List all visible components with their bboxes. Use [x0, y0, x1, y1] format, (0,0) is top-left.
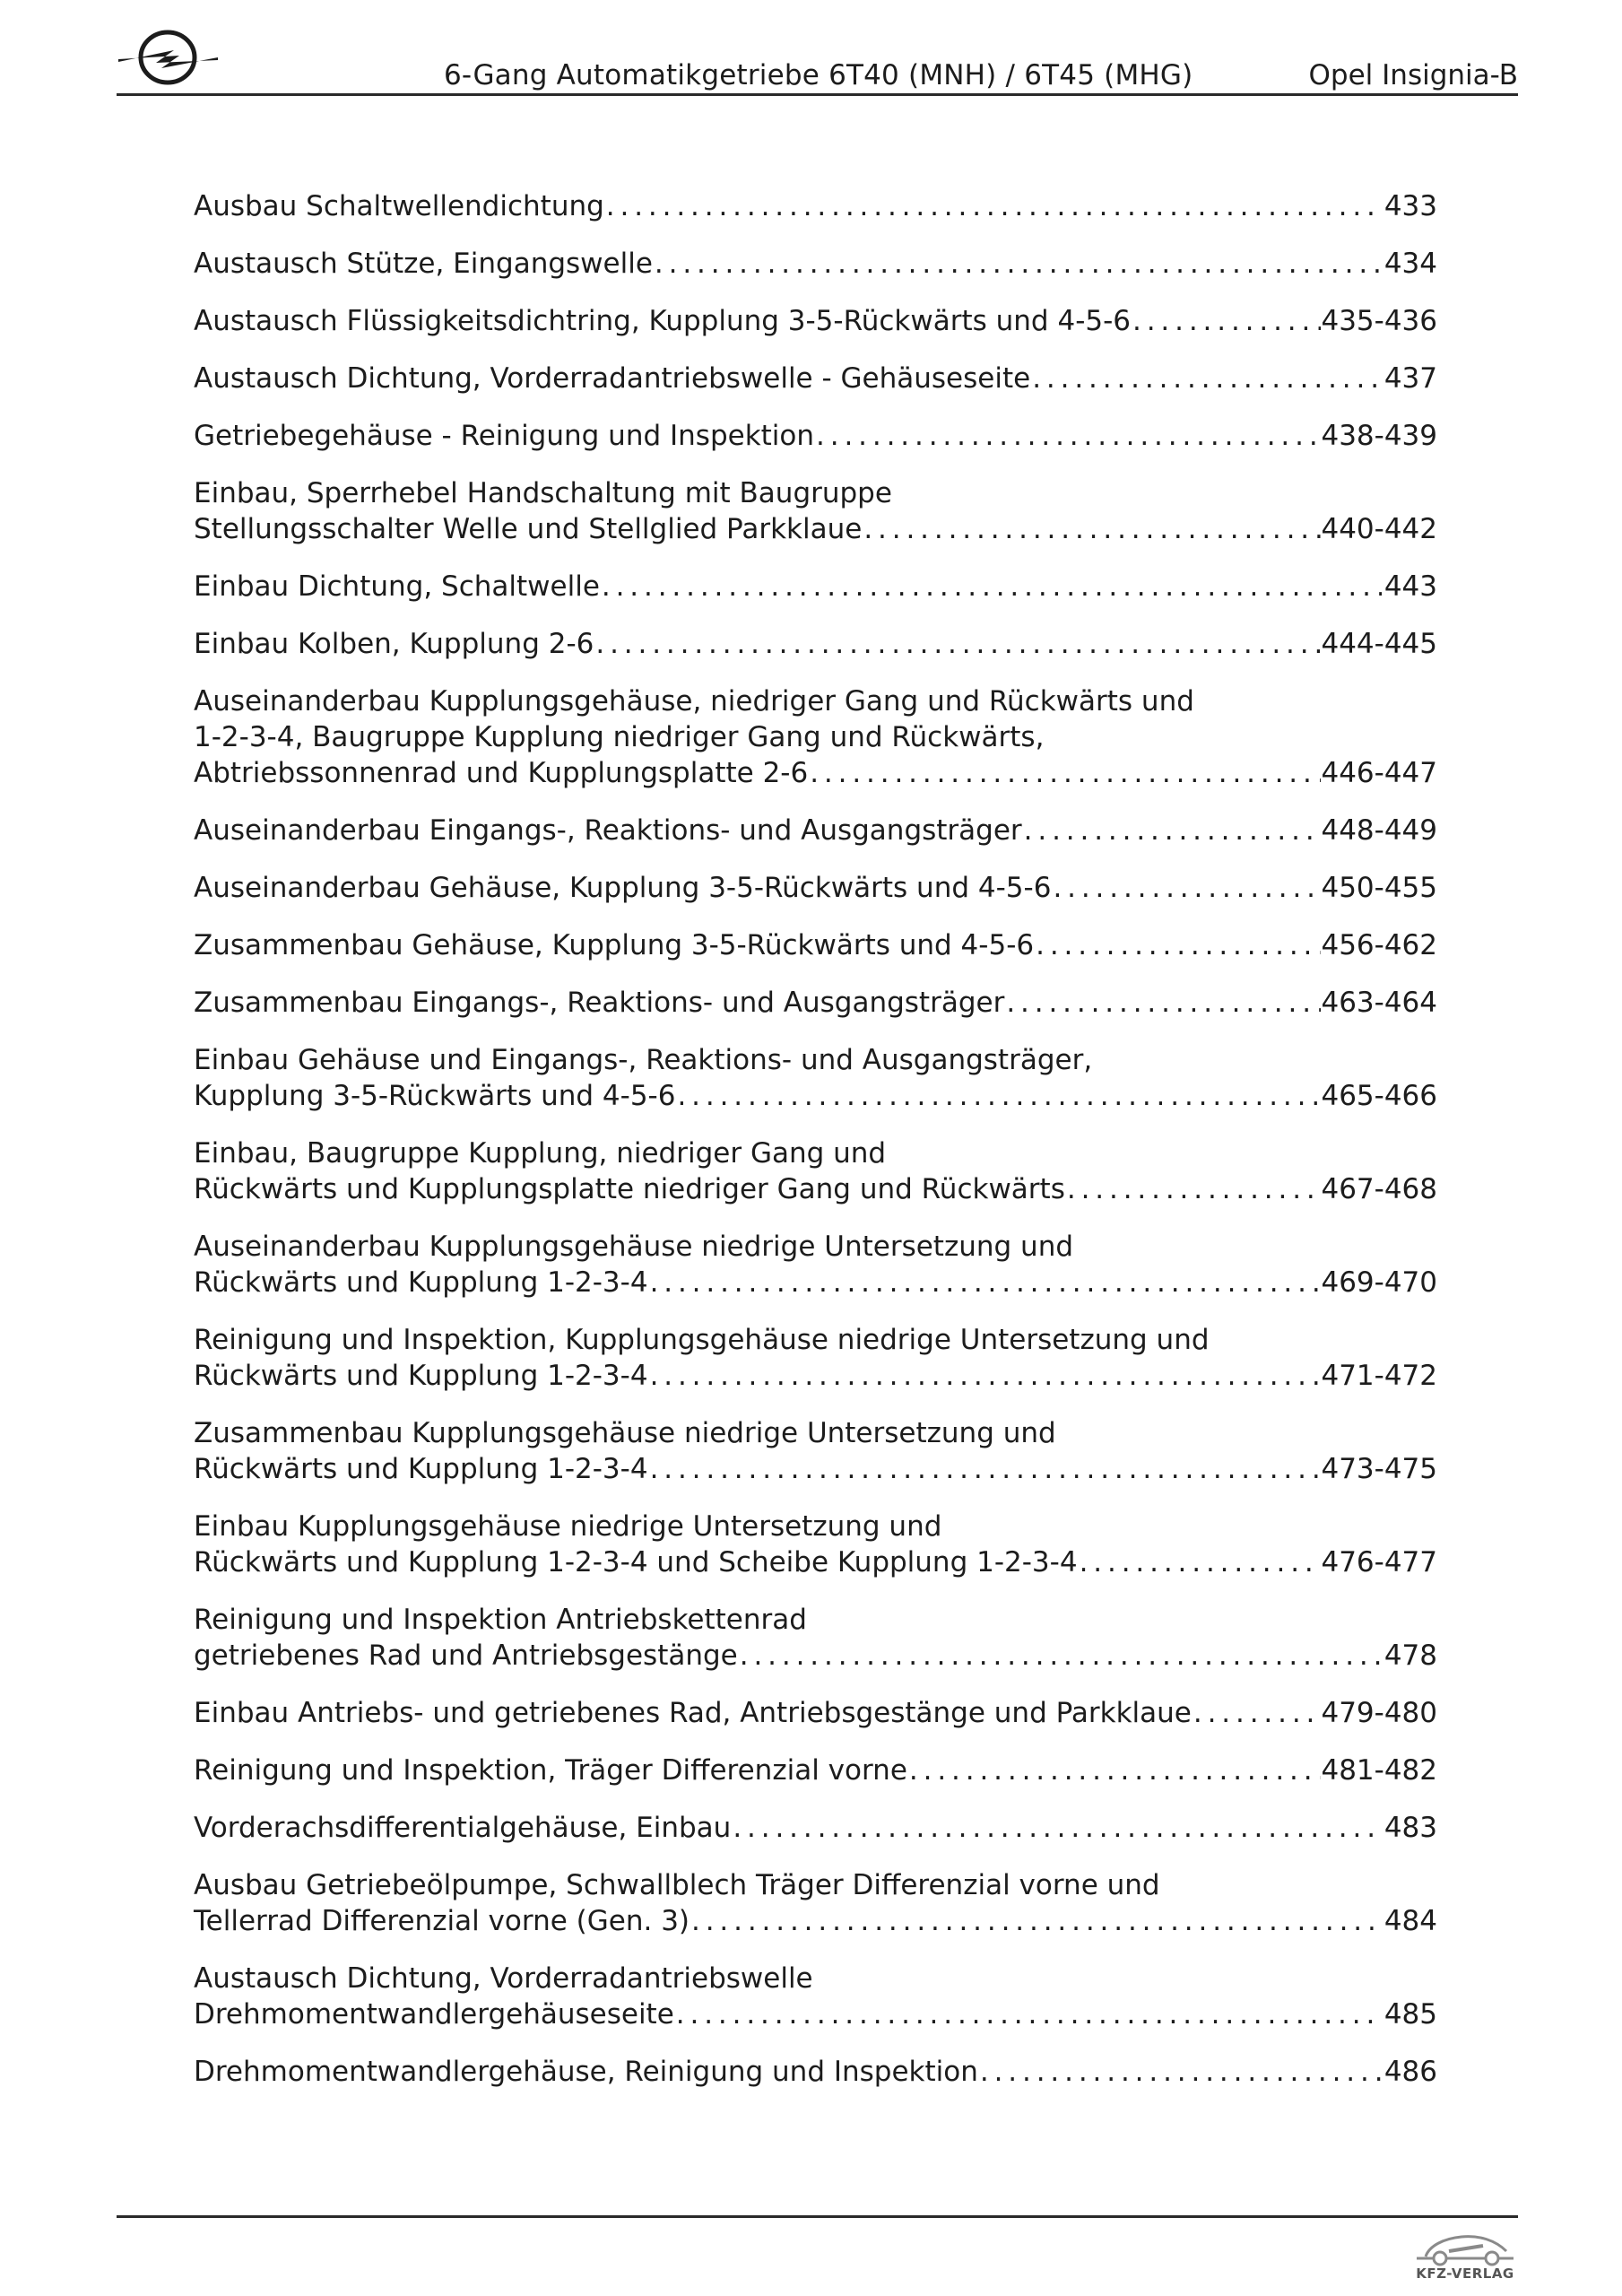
toc-dot-leader: [604, 188, 1382, 224]
toc-entry-title: Auseinanderbau Eingangs-, Reaktions- und Ausgangsträger: [194, 814, 1022, 847]
toc-page-number: 467-468: [1321, 1173, 1437, 1205]
toc-entry[interactable]: [194, 927, 1437, 963]
opel-logo-icon: [117, 25, 220, 90]
toc-entry[interactable]: [194, 1867, 1437, 1939]
toc-dot-leader: [907, 1752, 1322, 1788]
toc-entry-title: Zusammenbau Eingangs-, Reaktions- und Ausgangsträger: [194, 987, 1005, 1019]
toc-entry[interactable]: [194, 813, 1437, 848]
toc-page-number: 450-455: [1321, 872, 1437, 904]
toc-entry-title: Vorderachsdifferentialgehäuse, Einbau: [194, 1812, 732, 1844]
toc-entry-title: getriebenes Rad und Antriebsgestänge: [194, 1639, 738, 1672]
toc-dot-leader: [1022, 813, 1322, 848]
toc-entry-leader-line: [194, 1996, 1437, 2032]
toc-page-number: 476-477: [1321, 1546, 1437, 1578]
toc-entry-line: Einbau, Sperrhebel Handschaltung mit Baugruppe: [194, 477, 892, 509]
toc-entry[interactable]: [194, 1042, 1437, 1114]
toc-entry-leader-line: [194, 1903, 1437, 1939]
toc-entry-line: Reinigung und Inspektion Antriebskettenrad: [194, 1604, 807, 1636]
toc-entry-title: Tellerrad Differenzial vorne (Gen. 3): [194, 1905, 690, 1937]
toc-dot-leader: [1065, 1171, 1322, 1207]
toc-page-number: 443: [1383, 570, 1437, 603]
toc-entry-title: Drehmomentwandlergehäuseseite: [194, 1998, 674, 2031]
toc-dot-leader: [1004, 985, 1321, 1021]
toc-entry-line: Auseinanderbau Kupplungsgehäuse, niedriger Gang und Rückwärts und: [194, 685, 1194, 718]
toc-entry-title: Rückwärts und Kupplung 1-2-3-4 und Scheibe Kupplung 1-2-3-4: [194, 1546, 1078, 1578]
toc-entry[interactable]: [194, 1229, 1437, 1300]
toc-entry-leader-line: [194, 813, 1437, 848]
toc-entry-title: Stellungsschalter Welle und Stellglied Parkklaue: [194, 513, 863, 545]
toc-entry-title: Abtriebssonnenrad und Kupplungsplatte 2-6: [194, 757, 809, 789]
toc-entry-leader-line: [194, 755, 1437, 791]
toc-entry-leader-line: [194, 361, 1437, 396]
toc-entry-leader-line: [194, 1451, 1437, 1487]
toc-entry-line: Reinigung und Inspektion, Kupplungsgehäuse niedrige Untersetzung und: [194, 1324, 1210, 1356]
toc-entry[interactable]: [194, 1415, 1437, 1487]
toc-entry-title: Rückwärts und Kupplung 1-2-3-4: [194, 1266, 648, 1299]
toc-dot-leader: [648, 1265, 1322, 1300]
toc-entry[interactable]: [194, 569, 1437, 604]
toc-entry[interactable]: [194, 303, 1437, 339]
toc-entry-leader-line: [194, 1078, 1437, 1114]
toc-entry-leader-line: [194, 188, 1437, 224]
toc-dot-leader: [814, 418, 1321, 454]
toc-page-number: 435-436: [1321, 305, 1437, 337]
toc-entry[interactable]: [194, 1509, 1437, 1580]
toc-page-number: 438-439: [1321, 420, 1437, 452]
toc-entry[interactable]: [194, 1961, 1437, 2032]
toc-entry[interactable]: [194, 1752, 1437, 1788]
toc-page-number: 484: [1383, 1905, 1437, 1937]
table-of-contents: [194, 188, 1437, 2111]
toc-page-number: 434: [1383, 248, 1437, 280]
toc-dot-leader: [600, 569, 1382, 604]
toc-entry[interactable]: [194, 246, 1437, 282]
toc-dot-leader: [1030, 361, 1382, 396]
toc-page-number: 448-449: [1321, 814, 1437, 847]
toc-entry-title: Rückwärts und Kupplungsplatte niedriger Gang und Rückwärts: [194, 1173, 1065, 1205]
toc-entry-leader-line: [194, 1544, 1437, 1580]
toc-entry-leader-line: [194, 870, 1437, 906]
toc-entry-title: Drehmomentwandlergehäuse, Reinigung und Inspektion: [194, 2056, 978, 2088]
toc-entry-leader-line: [194, 246, 1437, 282]
toc-entry-title: Zusammenbau Gehäuse, Kupplung 3-5-Rückwärts und 4-5-6: [194, 929, 1035, 961]
toc-page-number: 481-482: [1321, 1754, 1437, 1787]
toc-entry-leader-line: [194, 303, 1437, 339]
toc-entry-leader-line: [194, 626, 1437, 662]
toc-dot-leader: [594, 626, 1321, 662]
toc-page-number: 433: [1383, 190, 1437, 222]
toc-entry[interactable]: [194, 1322, 1437, 1394]
document-title: 6-Gang Automatikgetriebe 6T40 (MNH) / 6T45 (MHG): [444, 59, 1193, 91]
toc-entry[interactable]: [194, 1135, 1437, 1207]
toc-entry-line: Austausch Dichtung, Vorderradantriebswelle: [194, 1962, 813, 1995]
toc-entry[interactable]: [194, 1602, 1437, 1674]
toc-entry[interactable]: [194, 1810, 1437, 1846]
toc-entry-leader-line: [194, 1265, 1437, 1300]
toc-entry-leader-line: [194, 1171, 1437, 1207]
toc-entry[interactable]: [194, 418, 1437, 454]
toc-entry-line: Ausbau Getriebeölpumpe, Schwallblech Träger Differenzial vorne und: [194, 1869, 1160, 1901]
toc-entry-title: Getriebegehäuse - Reinigung und Inspektion: [194, 420, 815, 452]
toc-page-number: 444-445: [1321, 628, 1437, 660]
toc-dot-leader: [808, 755, 1321, 791]
toc-page-number: 478: [1383, 1639, 1437, 1672]
toc-page-number: 456-462: [1321, 929, 1437, 961]
toc-dot-leader: [674, 1996, 1382, 2032]
toc-entry-leader-line: [194, 1695, 1437, 1731]
toc-entry-leader-line: [194, 569, 1437, 604]
toc-page-number: 479-480: [1321, 1697, 1437, 1729]
toc-entry-line: Einbau Gehäuse und Eingangs-, Reaktions- und Ausgangsträger,: [194, 1044, 1093, 1076]
toc-entry-line: Einbau Kupplungsgehäuse niedrige Untersetzung und: [194, 1510, 942, 1543]
toc-entry[interactable]: [194, 361, 1437, 396]
toc-dot-leader: [1131, 303, 1321, 339]
toc-entry-title: Austausch Stütze, Eingangswelle: [194, 248, 653, 280]
toc-entry-title: Rückwärts und Kupplung 1-2-3-4: [194, 1453, 648, 1485]
toc-entry[interactable]: [194, 2054, 1437, 2090]
toc-page-number: 437: [1383, 362, 1437, 395]
header-divider: [117, 93, 1518, 96]
toc-entry[interactable]: [194, 683, 1437, 791]
toc-dot-leader: [1078, 1544, 1322, 1580]
toc-dot-leader: [738, 1638, 1382, 1674]
toc-entry-leader-line: [194, 2054, 1437, 2090]
toc-entry-title: Einbau Dichtung, Schaltwelle: [194, 570, 600, 603]
toc-dot-leader: [731, 1810, 1382, 1846]
toc-entry-title: Einbau Antriebs- und getriebenes Rad, Antriebsgestänge und Parkklaue: [194, 1697, 1192, 1729]
toc-entry-line: Einbau, Baugruppe Kupplung, niedriger Gang und: [194, 1137, 887, 1170]
toc-page-number: 483: [1383, 1812, 1437, 1844]
toc-page-number: 440-442: [1321, 513, 1437, 545]
toc-dot-leader: [1192, 1695, 1322, 1731]
toc-entry-line: Auseinanderbau Kupplungsgehäuse niedrige Untersetzung und: [194, 1231, 1074, 1263]
toc-entry-title: Kupplung 3-5-Rückwärts und 4-5-6: [194, 1080, 676, 1112]
toc-page-number: 473-475: [1321, 1453, 1437, 1485]
toc-entry-leader-line: [194, 511, 1437, 547]
toc-page-number: 465-466: [1321, 1080, 1437, 1112]
toc-page-number: 446-447: [1321, 757, 1437, 789]
toc-dot-leader: [978, 2054, 1382, 2090]
toc-entry[interactable]: [194, 1695, 1437, 1731]
toc-entry-title: Rückwärts und Kupplung 1-2-3-4: [194, 1360, 648, 1392]
page-header: [117, 0, 1518, 97]
toc-entry-title: Austausch Flüssigkeitsdichtring, Kupplung 3-5-Rückwärts und 4-5-6: [194, 305, 1132, 337]
toc-entry-leader-line: [194, 1752, 1437, 1788]
toc-dot-leader: [648, 1358, 1322, 1394]
toc-entry-line: Zusammenbau Kupplungsgehäuse niedrige Untersetzung und: [194, 1417, 1056, 1449]
toc-entry-line: 1-2-3-4, Baugruppe Kupplung niedriger Gang und Rückwärts,: [194, 721, 1045, 753]
toc-page-number: 469-470: [1321, 1266, 1437, 1299]
toc-dot-leader: [653, 246, 1382, 282]
toc-entry-title: Einbau Kolben, Kupplung 2-6: [194, 628, 594, 660]
toc-entry-title: Auseinanderbau Gehäuse, Kupplung 3-5-Rückwärts und 4-5-6: [194, 872, 1052, 904]
toc-entry-leader-line: [194, 927, 1437, 963]
toc-dot-leader: [1051, 870, 1321, 906]
toc-entry-leader-line: [194, 985, 1437, 1021]
toc-dot-leader: [1034, 927, 1321, 963]
toc-dot-leader: [648, 1451, 1322, 1487]
toc-entry-leader-line: [194, 1358, 1437, 1394]
toc-entry[interactable]: [194, 985, 1437, 1021]
toc-dot-leader: [675, 1078, 1321, 1114]
toc-dot-leader: [690, 1903, 1382, 1939]
toc-entry-title: Ausbau Schaltwellendichtung: [194, 190, 604, 222]
toc-page-number: 471-472: [1321, 1360, 1437, 1392]
footer-divider: [117, 2215, 1518, 2218]
toc-page-number: 485: [1383, 1998, 1437, 2031]
publisher-logo: [1409, 2224, 1521, 2289]
toc-entry[interactable]: [194, 475, 1437, 547]
toc-page-number: 463-464: [1321, 987, 1437, 1019]
toc-dot-leader: [862, 511, 1321, 547]
car-wrench-icon: [1409, 2224, 1521, 2267]
toc-entry-title: Austausch Dichtung, Vorderradantriebswelle - Gehäuseseite: [194, 362, 1031, 395]
toc-entry[interactable]: [194, 188, 1437, 224]
toc-page-number: 486: [1383, 2056, 1437, 2088]
toc-entry-leader-line: [194, 1810, 1437, 1846]
toc-entry-leader-line: [194, 418, 1437, 454]
toc-entry-leader-line: [194, 1638, 1437, 1674]
toc-entry-title: Reinigung und Inspektion, Träger Differenzial vorne: [194, 1754, 907, 1787]
toc-entry[interactable]: [194, 626, 1437, 662]
toc-entry[interactable]: [194, 870, 1437, 906]
publisher-name: KFZ-VERLAG: [1416, 2266, 1514, 2282]
vehicle-model: Opel Insignia-B: [1308, 59, 1518, 91]
